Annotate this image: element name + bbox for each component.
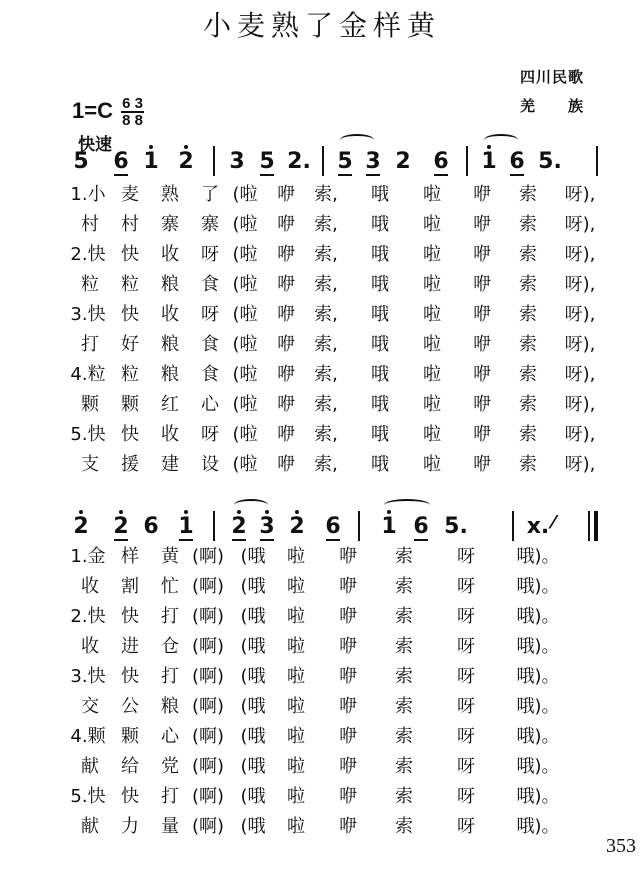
note: 6 [433,149,449,174]
lyric-row: 打 好 粮 食 (啦 咿 索, 哦 啦 咿 索 呀), [81,334,596,355]
lyric-row: 3.快 快 打 (啊) (哦 啦 咿 索 呀 哦)。 [70,666,560,687]
note: 6 [413,514,429,539]
lyric-row: 1.小 麦 熟 了 (啦 咿 索, 哦 啦 咿 索 呀), [70,184,596,205]
time-signature-top: 6 3 [122,95,143,112]
note: 5 [337,149,353,174]
note: x. [526,514,550,539]
note: 5 [73,149,89,174]
note: 2 [110,515,132,539]
note: 1 [378,515,400,539]
final-bar-line [594,511,598,541]
note: 1 [140,150,162,174]
time-signature-bottom: 8 8 [122,112,143,129]
song-origin: 四川民歌 [520,68,585,86]
lyric-row: 村 村 寨 寨 (啦 咿 索, 哦 啦 咿 索 呀), [81,214,596,235]
song-title: 小麦熟了金样黄 [202,9,441,42]
note: 3 [229,149,245,174]
lyric-row: 收 进 仓 (啊) (哦 啦 咿 索 呀 哦)。 [81,636,560,657]
lyric-row: 收 割 忙 (啊) (哦 啦 咿 索 呀 哦)。 [81,576,560,597]
lyric-row: 1.金 样 黄 (啊) (哦 啦 咿 索 呀 哦)。 [70,546,560,567]
note: 5 [259,149,275,174]
note: 1 [175,515,197,539]
time-signature [121,96,144,128]
note: 3 [365,149,381,174]
page-number: 353 [606,835,636,857]
lyric-row: 2.快 快 打 (啊) (哦 啦 咿 索 呀 哦)。 [70,606,560,627]
note: 2 [175,150,197,174]
note: 5. [538,149,562,174]
note: 1 [478,150,500,174]
lyric-row: 粒 粒 粮 食 (啦 咿 索, 哦 啦 咿 索 呀), [81,274,596,295]
lyric-row: 献 给 党 (啊) (哦 啦 咿 索 呀 哦)。 [81,756,560,777]
bar-line [466,146,468,176]
note: 2. [287,149,311,174]
note: 2 [228,515,250,539]
lyric-row: 5.快 快 收 呀 (啦 咿 索, 哦 啦 咿 索 呀), [70,424,596,445]
lyric-row: 支 援 建 设 (啦 咿 索, 哦 啦 咿 索 呀), [81,454,596,475]
song-ethnicity: 羌 族 [520,97,585,115]
lyric-row: 3.快 快 收 呀 (啦 咿 索, 哦 啦 咿 索 呀), [70,304,596,325]
lyric-row: 颗 颗 红 心 (啦 咿 索, 哦 啦 咿 索 呀), [81,394,596,415]
lyric-row: 4.粒 粒 粮 食 (啦 咿 索, 哦 啦 咿 索 呀), [70,364,596,385]
note: 3 [256,515,278,539]
bar-line [512,511,514,541]
note: 2 [286,515,308,539]
lyric-row: 交 公 粮 (啊) (哦 啦 咿 索 呀 哦)。 [81,696,560,717]
note: 5. [444,514,468,539]
bar-line [588,511,590,541]
note: 2 [395,149,411,174]
key-text: 1=C [72,97,113,123]
lyric-row: 2.快 快 收 呀 (啦 咿 索, 哦 啦 咿 索 呀), [70,244,596,265]
note: 6 [113,149,129,174]
lyric-row: 4.颗 颗 心 (啊) (哦 啦 咿 索 呀 哦)。 [70,726,560,747]
bar-line [358,511,360,541]
breath-mark-icon: ⁄ [552,512,556,533]
slur [384,499,430,511]
note: 6 [325,514,341,539]
slur [340,134,374,146]
note: 6 [143,514,159,539]
tempo-marking: 快速 [78,135,112,155]
bar-line [213,146,215,176]
lyric-row: 献 力 量 (啊) (哦 啦 咿 索 呀 哦)。 [81,816,560,837]
bar-line [213,511,215,541]
lyric-row: 5.快 快 打 (啊) (哦 啦 咿 索 呀 哦)。 [70,786,560,807]
note: 2 [70,515,92,539]
note: 6 [509,149,525,174]
bar-line [322,146,324,176]
bar-line [596,146,598,176]
key-signature [72,96,144,128]
